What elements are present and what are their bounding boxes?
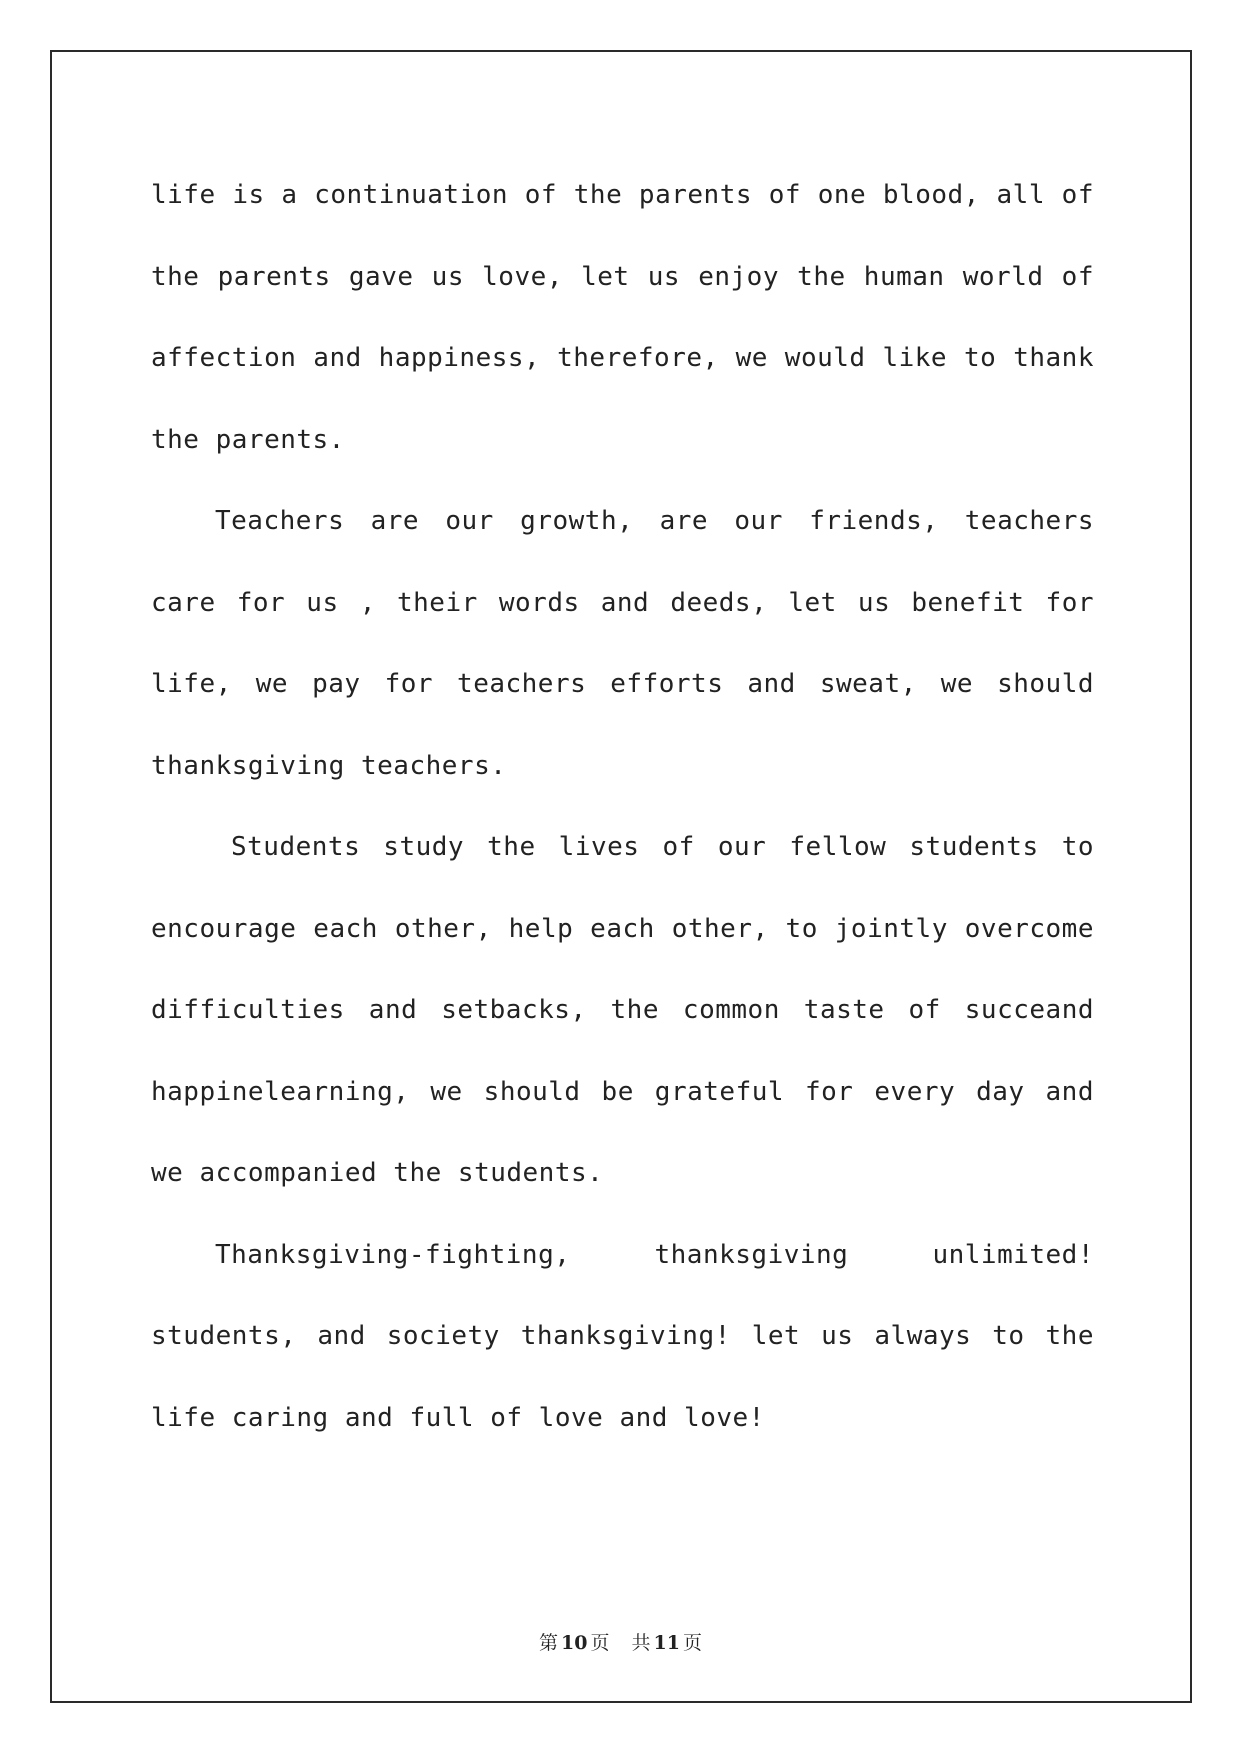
footer-total-prefix: 共 <box>631 1632 651 1654</box>
page-footer <box>0 1628 1241 1655</box>
paragraph-3: Students study the lives of our fellow students to encourage each other, help each other, to jointly overcome difficulties and setbacks, the common taste of succeand happinelearning, we should be grateful for every day and we accompanied the students. <box>151 832 1094 1188</box>
paragraph-2: Teachers are our growth, are our friends, teachers care for us , their words and deeds, let us benefit for life, we pay for teachers efforts and sweat, we should thanksgiving teachers. <box>151 506 1094 781</box>
footer-prefix: 第 <box>539 1632 559 1654</box>
paragraph-1: life is a continuation of the parents of one blood, all of the parents gave us love, let us enjoy the human world of affection and happiness, therefore, we would like to thank the parents. <box>151 180 1094 455</box>
footer-total-word: 页 <box>682 1632 702 1654</box>
current-page-number: 10 <box>561 1632 588 1654</box>
footer-page-word: 页 <box>590 1632 610 1654</box>
paragraph-4: Thanksgiving-fighting, thanksgiving unlimited! students, and society thanksgiving! let us always to the life caring and full of love and love! <box>151 1239 1094 1433</box>
document-body <box>151 155 1094 1459</box>
total-pages-number: 11 <box>653 1632 680 1654</box>
